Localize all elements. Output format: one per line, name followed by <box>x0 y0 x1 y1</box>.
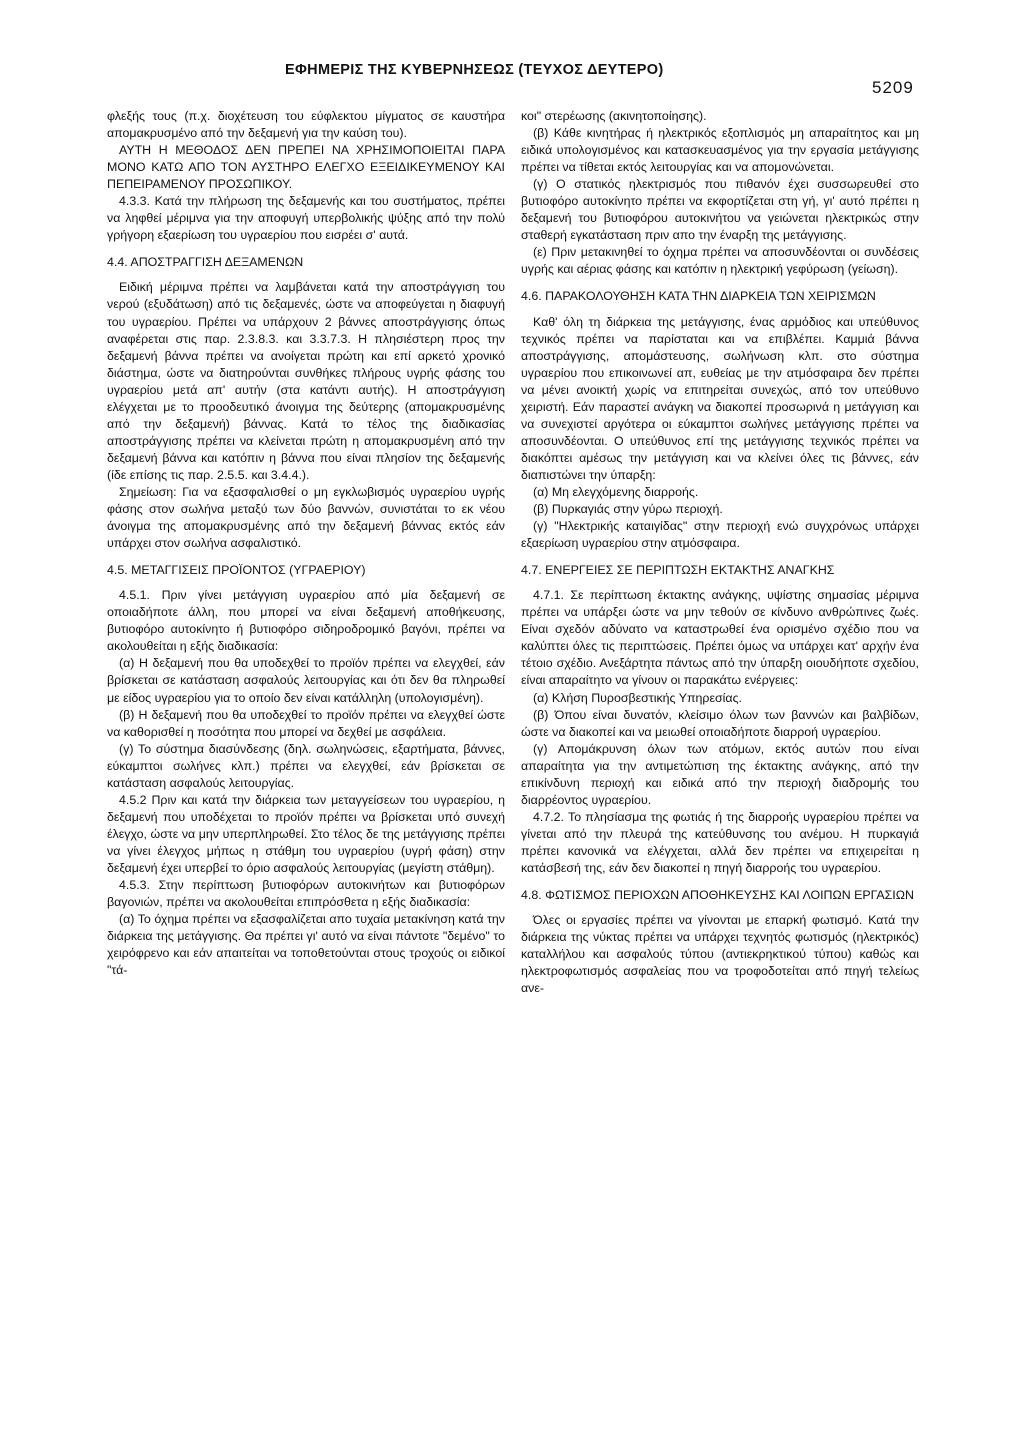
paragraph: 4.5.1. Πριν γίνει μετάγγιση υγραερίου από μία δεξαμενή σε οποιαδήποτε άλλη, που μπορεί να είναι δεξαμενή αποθήκευσης, βυτιοφόρο αυτοκίνητο ή βυτιοφόρο σιδηροδρομικό βαγόνι, πρέπει να ακολουθείται η εξής διαδικασία: <box>107 588 505 654</box>
section-heading: 4.4. ΑΠΟΣΤΡΑΓΓΙΣΗ ΔΕΞΑΜΕΝΩΝ <box>107 255 304 270</box>
list-item: (β) Κάθε κινητήρας ή ηλεκτρικός εξοπλισμός μη απαραίτητος και μη ειδικά υπολογισμένος και κατασκευασμένος για την εργασία μετάγγισης πρέπει να τίθεται εκτός λειτουργίας και να απομονώνεται. <box>521 126 919 175</box>
paragraph: 4.7.1. Σε περίπτωση έκτακτης ανάγκης, υψίστης σημασίας μέριμνα πρέπει να υπάρξει ώστε να μην τεθούν σε κίνδυνο ανθρώπινες ζωές. Είναι σχεδόν αδύνατο να καταστρωθεί ένα ορισμένο σχέδιο που να καλύπτει όλες τις περιπτώσεις. Πρέπει όμως να υπάρχει κατ' αρχήν ένα τέτοιο σχέδιο. Ανεξάρτητα πάντως από την ύπαρξη οιουδήποτε σχεδίου, είναι απαραίτητο να γίνουν οι παρακάτω ενέργειες: <box>521 588 919 688</box>
section-heading: 4.7. ΕΝΕΡΓΕΙΕΣ ΣΕ ΠΕΡΙΠΤΩΣΗ ΕΚΤΑΚΤΗΣ ΑΝΑΓΚΗΣ <box>521 563 835 578</box>
list-item: (γ) Απομάκρυνση όλων των ατόμων, εκτός αυτών που είναι απαραίτητα για την αντιμετώπιση της έκτακτης ανάγκης, από την επικίνδυνη περιοχή και ειδικά από την περιοχή διαδρομής του διαρρέοντος υγραερίου. <box>521 741 919 807</box>
warning-paragraph: ΑΥΤΗ Η ΜΕΘΟΔΟΣ ΔΕΝ ΠΡΕΠΕΙ ΝΑ ΧΡΗΣΙΜΟΠΟΙΕΙΤΑΙ ΠΑΡΑ ΜΟΝΟ ΚΑΤΩ ΑΠΟ ΤΟΝ ΑΥΣΤΗΡΟ ΕΛΕΓΧΟ ΕΞΕΙΔΙΚΕΥΜΕΝΟΥ ΚΑΙ ΠΕΠΕΙΡΑΜΕΝΟΥ ΠΡΟΣΩΠΙΚΟΥ. <box>107 143 505 192</box>
section-heading: 4.5. ΜΕΤΑΓΓΙΣΕΙΣ ΠΡΟΪΟΝΤΟΣ (ΥΓΡΑΕΡΙΟΥ) <box>107 563 366 578</box>
section-heading: 4.8. ΦΩΤΙΣΜΟΣ ΠΕΡΙΟΧΩΝ ΑΠΟΘΗΚΕΥΣΗΣ ΚΑΙ ΛΟΙΠΩΝ ΕΡΓΑΣΙΩΝ <box>521 888 914 903</box>
list-item: (β) Πυρκαγιάς στην γύρω περιοχή. <box>533 502 723 517</box>
section-heading: 4.6. ΠΑΡΑΚΟΛΟΥΘΗΣΗ ΚΑΤΑ ΤΗΝ ΔΙΑΡΚΕΙΑ ΤΩΝ ΧΕΙΡΙΣΜΩΝ <box>521 289 876 304</box>
paragraph: Ειδική μέριμνα πρέπει να λαμβάνεται κατά την αποστράγγιση του νερού (εξυδάτωση) από τις δεξαμενές, ώστε να αποφεύγεται η διαφυγή του υγραερίου. Πρέπει να υπάρχουν 2 βάννες αποστράγγισης όπως αναφέρεται στις παρ. 2.3.8.3. και 3.3.7.3. Η πλησιέστερη προς την δεξαμενή βάννα πρέπει να ανοίγεται πρώτη και επί αρκετό χρονικό διάστημα, ώστε να διατηρούνται συνθήκες πλήρους υγρής φάσης του υγραερίου μετά απ' αυτήν (στα κατάντι αυτής). Η αποστράγγιση ελέγχεται με το προοδευτικό άνοιγμα της δεύτερης (απομακρυσμένης από την δεξαμενή) βάννας. Κατά το τέλος της διαδικασίας αποστράγγισης πρέπει να κλείνεται πρώτη η απομακρυσμένη από την δεξαμενή βάννα και κατόπιν η βάννα που είναι πλησίον της δεξαμενής (ίδε επίσης τις παρ. 2.5.5. και 3.4.4.). <box>107 280 505 482</box>
paragraph: 4.5.2 Πριν και κατά την διάρκεια των μεταγγείσεων του υγραερίου, η δεξαμενή που υποδέχεται το προϊόν πρέπει να βρίσκεται υπό συνεχή έλεγχο, ώστε να μην υπερπληρωθεί. Στο τέλος δε της μετάγγισης πρέπει να γίνει έλεγχος μήπως η στάθμη του υγραερίου (υγρή φάση) στην δεξαμενή έχει υπερβεί το όριο ασφαλούς λειτουργίας (μεγίστη στάθμη). <box>107 792 505 875</box>
list-item: (ε) Πριν μετακινηθεί το όχημα πρέπει να αποσυνδέονται οι συνδέσεις υγρής και αέριας φάσης και κατόπιν η ηλεκτρική γεφύρωση (γείωση). <box>521 245 919 277</box>
paragraph: κοι" στερέωσης (ακινητοποίησης). <box>521 109 707 123</box>
paragraph: 4.5.3. Στην περίπτωση βυτιοφόρων αυτοκινήτων και βυτιοφόρων βαγονιών, πρέπει να ακολουθείται επιπρόσθετα η εξής διαδικασία: <box>107 878 505 910</box>
note-paragraph: Σημείωση: Για να εξασφαλισθεί ο μη εγκλωβισμός υγραερίου υγρής φάσης στον σωλήνα μεταξύ των δύο βαννών, συνιστάται το εκ νέου άνοιγμα της απομακρυσμένης από την δεξαμενή βάννας εκτός εάν υπάρχει στον σωλήνα ασφαλιστικό. <box>107 484 505 551</box>
list-item: (γ) "Ηλεκτρικής καταιγίδας" στην περιοχή ενώ συγχρόνως υπάρχει εξαερίωση υγραερίου στην ατμόσφαιρα. <box>521 519 919 551</box>
list-item: (α) Κλήση Πυροσβεστικής Υπηρεσίας. <box>533 690 742 705</box>
paragraph: Καθ' όλη τη διάρκεια της μετάγγισης, ένας αρμόδιος και υπεύθυνος τεχνικός πρέπει να παρίσταται και να επιβλέπει. Καμμιά βάννα αποστράγγισης, απομάστευσης, σωλήνωση κλπ. στο σύστημα υγραερίου που επικοινωνεί απ, ευθείας με την ατμόσφαιρα δεν πρέπει να μένει ανοικτή χωρίς να επιτηρείται συνεχώς, από τον υπεύθυνο χειριστή. Εάν παραστεί ανάγκη να διακοπεί προσωρινά η μετάγγιση και να συνεχιστεί αργότερα οι εύκαμπτοι σωλήνες μετάγγισης πρέπει να αποσυνδέονται. Ο υπεύθυνος επί της μετάγγισης τεχνικός πρέπει να διακόπτει αμέσως την μετάγγιση και να κλείνει όλες τις βάννες, εάν διαπιστώνει την ύπαρξη: <box>521 314 919 482</box>
list-item: (α) Το όχημα πρέπει να εξασφαλίζεται απο τυχαία μετακίνηση κατά την διάρκεια της μετάγγισης. Θα πρέπει γι' αυτό να είναι πάντοτε "δεμένο" το χειρόφρενο και εάν απαιτείται να τοποθετούνται στους τροχούς οι ειδικοί "τά- <box>107 912 505 978</box>
left-column <box>107 108 505 979</box>
paragraph: 4.7.2. Το πλησίασμα της φωτιάς ή της διαρροής υγραερίου πρέπει να γίνεται από την πλευρά της κατεύθυνσης του ανέμου. Η πυρκαγιά πρέπει κανονικά να ελέγχεται, αλλά δεν πρέπει να επιχειρείται η κατάσβεσή της, εάν δεν διακοπεί η πηγή διαρροής του υγραερίου. <box>521 809 919 875</box>
paragraph: Όλες οι εργασίες πρέπει να γίνονται με επαρκή φωτισμό. Κατά την διάρκεια της νύκτας πρέπει να υπάρχει τεχνητός φωτισμός (ηλεκτρικός) καταλλήλου και ασφαλούς τύπου (αντιεκρηκτικού τύπου) καθώς και ηλεκτροφωτισμός ασφαλείας που να τροφοδοτείται από πηγή τελείως ανε- <box>521 913 919 996</box>
list-item: (α) Μη ελεγχόμενης διαρροής. <box>533 484 699 499</box>
paragraph: 4.3.3. Κατά την πλήρωση της δεξαμενής και του συστήματος, πρέπει να ληφθεί μέριμνα για την αποφυγή υπερβολικής ψύξης από την πολύ γρήγορη εξαερίωση του υγραερίου που εισρέει σ' αυτά. <box>107 194 505 243</box>
list-item: (γ) Ο στατικός ηλεκτρισμός που πιθανόν έχει συσσωρευθεί στο βυτιοφόρο αυτοκίνητο πρέπει να εκφορτίζεται στη γή, γι' αυτό πρέπει η δεξαμενή του βυτιοφόρου αυτοκινήτου να γειώνεται ηλεκτρικώς στην σταθερή εγκατάσταση πριν απο την έναρξη της μετάγγισης. <box>521 177 919 243</box>
list-item: (γ) Το σύστημα διασύνδεσης (δηλ. σωληνώσεις, εξαρτήματα, βάννες, εύκαμπτοι σωλήνες κλπ.) πρέπει να ελεγχθεί, εάν βρίσκεται σε κατάσταση ασφαλούς λειτουργίας. <box>107 741 505 790</box>
right-column <box>521 108 919 997</box>
page-number: 5209 <box>872 78 914 97</box>
list-item: (β) Η δεξαμενή που θα υποδεχθεί το προϊόν πρέπει να ελεγχθεί ώστε να καθορισθεί η ποσότητα που μπορεί να δεχθεί με ασφάλεια. <box>107 707 505 739</box>
list-item: (α) Η δεξαμενή που θα υποδεχθεί το προϊόν πρέπει να ελεγχθεί, εάν βρίσκεται σε κατάσταση ασφαλούς λειτουργίας και ότι δεν θα πληρωθεί με είδος υγραερίου για το οποίο δεν είναι κατάλληλη (υπολογισμένη). <box>107 656 505 705</box>
list-item: (β) Όπου είναι δυνατόν, κλείσιμο όλων των βαννών και βαλβίδων, ώστε να διακοπεί και να μειωθεί οποιαδήποτε διαρροή υγραερίου. <box>521 707 919 739</box>
paragraph: φλεξής τους (π.χ. διοχέτευση του εύφλεκτου μίγματος σε καυστήρα απομακρυσμένο από την δεξαμενή για την καύση του). <box>107 109 505 141</box>
gazette-header-title: ΕΦΗΜΕΡΙΣ ΤΗΣ ΚΥΒΕΡΝΗΣΕΩΣ (ΤΕΥΧΟΣ ΔΕΥΤΕΡΟ) <box>285 62 664 78</box>
